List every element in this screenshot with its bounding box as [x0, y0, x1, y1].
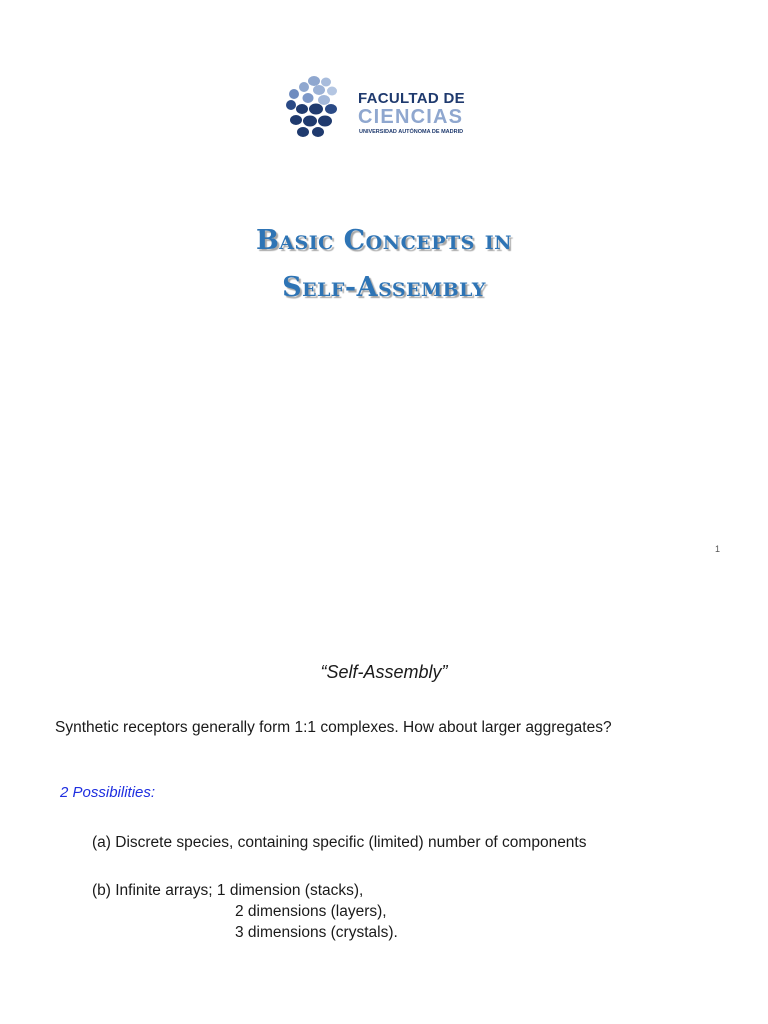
- slide-title: “Self-Assembly”: [320, 662, 448, 682]
- logo-text-faculty: FACULTAD DE: [358, 90, 465, 107]
- option-b-crystals: 3 dimensions (crystals).: [235, 924, 398, 941]
- option-b-text: (b) Infinite arrays; 1 dimension (stacks),: [92, 882, 364, 899]
- possibilities-label: 2 Possibilities:: [60, 784, 156, 801]
- option-b-layers: 2 dimensions (layers),: [235, 903, 387, 920]
- faculty-logo: [282, 74, 482, 140]
- logo-text-university: UNIVERSIDAD AUTÓNOMA DE MADRID: [359, 129, 464, 135]
- intro-text: Synthetic receptors generally form 1:1 complexes. How about larger aggregates?: [55, 719, 612, 736]
- logo-text-sciences: CIENCIAS: [358, 106, 464, 128]
- page-number: 1: [715, 544, 721, 554]
- option-a-text: (a) Discrete species, containing specific (limited) number of components: [92, 834, 587, 851]
- cover-title-line1: Basic Concepts in: [255, 225, 512, 256]
- cover-title-line2: Self-Assembly: [282, 272, 486, 303]
- logo-mark-icon: [282, 74, 354, 140]
